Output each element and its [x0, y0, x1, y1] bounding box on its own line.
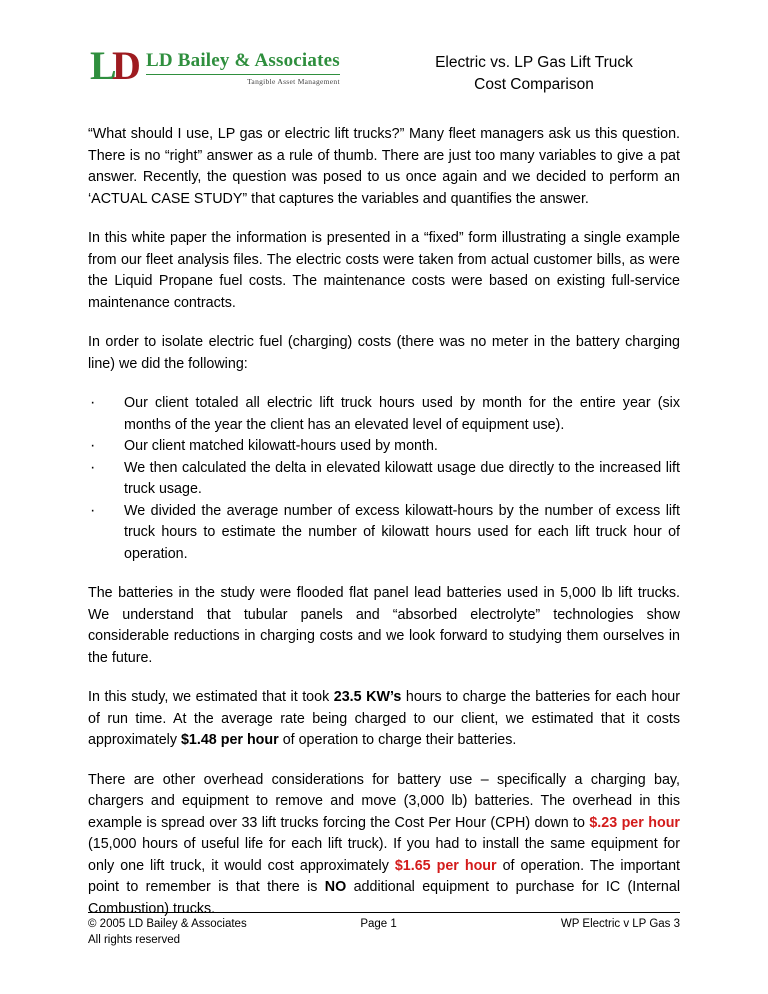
document-footer: [88, 912, 680, 948]
no-emphasis: NO: [324, 879, 347, 895]
footer-page-number: Page 1: [360, 918, 397, 930]
overhead-text-4: additional equipment to purchase for IC (Internal Combustion) trucks.: [88, 879, 680, 917]
page-title-line1: Electric vs. LP Gas Lift Truck: [435, 54, 633, 71]
footer-copyright: © 2005 LD Bailey & Associates: [88, 918, 247, 930]
paragraph-whitepaper: In this white paper the information is presented in a “fixed” form illustrating a single example from our fleet analysis files. The electric costs were taken from actual customer bills, as were the Liquid Propane fuel costs. The maintenance costs were based on existing full-service maintenance contracts.: [88, 230, 680, 311]
list-item: · Our client totaled all electric lift truck hours used by month for the entire year (six months of the year the client has an elevated level of equipment use).: [88, 393, 680, 436]
logo-letter-d: D: [112, 43, 141, 88]
charging-cost-text-3: of operation to charge their batteries.: [278, 732, 517, 748]
company-logo: [88, 44, 388, 88]
company-tagline: Tangible Asset Management: [247, 77, 340, 86]
paragraph-overhead: [88, 770, 680, 921]
page-title-line2: Cost Comparison: [474, 76, 594, 93]
overhead-text-1: There are other overhead considerations for battery use – specifically a charging bay, chargers and equipment to remove and move (3,000 lb) batteries. The overhead in this example is spread over 33 lift trucks forcing the Cost Per Hour (CPH) down to: [88, 771, 680, 831]
list-item: · We divided the average number of excess kilowatt-hours by the number of excess lift truck hours to estimate the number of kilowatt hours used for each lift truck hour of operation.: [88, 501, 680, 566]
footer-rights: All rights reserved: [88, 934, 181, 946]
paragraph-batteries: The batteries in the study were flooded flat panel lead batteries used in 5,000 lb lift trucks. We understand that tubular panels and “absorbed electrolyte” technologies show considerable reductions in charging costs and we look forward to studying them ourselves in the future.: [88, 585, 680, 666]
company-name: LD Bailey & Associates: [146, 50, 340, 75]
hourly-rate-value: $1.48 per hour: [180, 732, 279, 748]
paragraph-method-intro: In order to isolate electric fuel (charging) costs (there was no meter in the battery charging line) we did the following:: [88, 334, 680, 372]
cph-value: $.23 per hour: [589, 814, 680, 831]
single-truck-cost-value: $1.65 per hour: [394, 857, 497, 874]
page-title: [388, 44, 680, 96]
overhead-text-3: of operation. The important point to remember is that there is: [88, 857, 680, 895]
charging-cost-text-2: hours to charge the batteries for each hour of run time. At the average rate being charged to our client, we estimated that it costs approximately: [88, 689, 680, 748]
logo-letter-l: L: [90, 43, 117, 88]
logo-text-block: [146, 44, 340, 86]
document-header: [88, 44, 680, 106]
overhead-text-2: (15,000 hours of useful life for each lift truck). If you had to install the same equipment for only one lift truck, it would cost approximately: [88, 836, 680, 874]
footer-row: [88, 917, 680, 932]
list-item: · We then calculated the delta in elevated kilowatt usage due directly to the increased lift truck usage.: [88, 458, 680, 501]
list-item: · Our client matched kilowatt-hours used by month.: [88, 436, 680, 458]
paragraph-intro: “What should I use, LP gas or electric lift trucks?” Many fleet managers ask us this question. There is no “right” answer as a rule of thumb. There are just too many variables to give a pat answer. Recently, the question was posed to us once again and we decided to perform an ‘ACTUAL CASE STUDY” that captures the variables and quantifies the answer.: [88, 126, 680, 207]
method-bullet-list: [88, 393, 680, 565]
paragraph-charging-cost: [88, 687, 680, 752]
footer-doc-reference: WP Electric v LP Gas 3: [560, 918, 680, 930]
charging-cost-text-1: In this study, we estimated that it took: [88, 689, 334, 705]
kw-value: 23.5 KW’s: [333, 689, 402, 705]
logo-monogram-icon: [88, 44, 140, 88]
